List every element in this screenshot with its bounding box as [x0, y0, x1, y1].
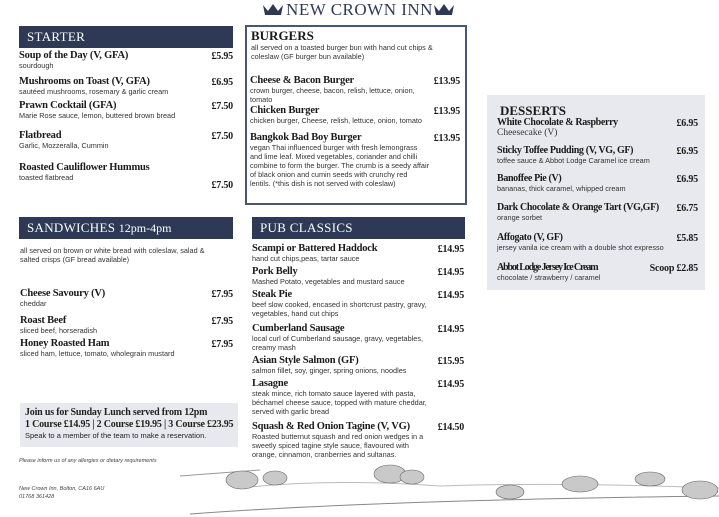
item-name: Bangkok Bad Boy Burger — [250, 132, 362, 143]
menu-item — [252, 378, 434, 416]
pub-classics-header — [252, 217, 465, 239]
item-description: sliced beef, horseradish — [20, 326, 98, 335]
item-description: sautéed mushrooms, rosemary & garlic cream — [19, 87, 169, 96]
item-description: steak mince, rich tomato sauce layered with pasta, béchamel cheese sauce, topped with mature cheddar, served with garlic bread — [252, 389, 427, 416]
item-name: Asian Style Salmon (GF) — [252, 355, 359, 366]
menu-item — [250, 75, 430, 104]
item-name: Dark Chocolate & Orange Tart (VG,GF) — [497, 202, 659, 213]
item-description: Marie Rose sauce, lemon, buttered brown bread — [19, 111, 176, 120]
item-description: sourdough — [19, 61, 54, 70]
item-name: Cumberland Sausage — [252, 323, 345, 334]
item-name: Affogato (V, GF) — [497, 232, 563, 243]
item-price: £6.95 — [676, 174, 698, 185]
item-name: Pork Belly — [252, 266, 298, 277]
item-description: chocolate / strawberry / caramel — [497, 273, 601, 282]
item-price: £7.95 — [211, 339, 233, 350]
menu-item — [19, 76, 203, 96]
crown-icon — [433, 3, 455, 17]
item-price: £14.95 — [437, 290, 464, 301]
item-price: £7.50 — [211, 131, 233, 142]
menu-item — [250, 105, 430, 125]
starter-header — [19, 26, 233, 48]
sandwiches-intro: all served on brown or white bread with coleslaw, salad & salted crisps (GF bread available) — [20, 246, 205, 264]
item-price: £13.95 — [433, 76, 460, 87]
item-name: Roasted Cauliflower Hummus — [19, 162, 150, 173]
menu-item — [19, 50, 203, 70]
menu-item — [497, 232, 668, 252]
item-description: toffee sauce & Abbot Lodge Caramel ice cream — [497, 156, 650, 165]
item-name: Banoffee Pie (V) — [497, 173, 562, 184]
menu-item — [252, 243, 434, 263]
menu-item — [252, 355, 434, 375]
item-price: £6.95 — [211, 77, 233, 88]
item-price: £6.95 — [676, 118, 698, 129]
menu-item — [252, 421, 434, 459]
item-name: Sticky Toffee Pudding (V, VG, GF) — [497, 145, 634, 156]
item-description: salmon fillet, soy, ginger, spring onions, noodles — [252, 366, 407, 375]
item-price: £7.50 — [211, 180, 233, 191]
item-description: crown burger, cheese, bacon, relish, lettuce, onion, tomato — [250, 86, 415, 104]
menu-item — [19, 130, 203, 150]
item-name: Prawn Cocktail (GFA) — [19, 100, 117, 111]
burgers-intro: all served on a toasted burger bun with hand cut chips & coleslaw (GF burger bun available) — [251, 43, 433, 61]
menu-item — [252, 266, 434, 286]
sunday-reservation-note: Speak to a member of the team to make a reservation. — [25, 431, 207, 440]
menu-item — [20, 315, 203, 335]
item-name: Scampi or Battered Haddock — [252, 243, 378, 254]
restaurant-name: NEW CROWN INN — [286, 0, 433, 19]
sandwiches-hours: 12pm-4pm — [118, 221, 172, 235]
item-price: £13.95 — [433, 133, 460, 144]
item-price: £14.95 — [437, 267, 464, 278]
item-description: cheddar — [20, 299, 47, 308]
item-description: orange sorbet — [497, 213, 543, 222]
item-name: Soup of the Day (V, GFA) — [19, 50, 129, 61]
menu-item — [497, 117, 668, 138]
desserts-heading: DESSERTS — [500, 103, 567, 118]
item-description: beef slow cooked, encased in shortcrust pastry, gravy, vegetables, hand cut chips — [252, 300, 427, 318]
crown-icon — [262, 3, 284, 17]
item-name: Cheese & Bacon Burger — [250, 75, 354, 86]
pub-classics-heading: PUB CLASSICS — [260, 220, 353, 235]
item-description: vegan Thai influenced burger with fresh lemongrass and lime leaf. Mixed vegetables, coriander and chilli combine to form the burger. The crumb is a seedy affair of black onion and cumin seeds with crunchy red lentils. (*this dish is not served with coleslaw) — [250, 143, 429, 188]
menu-item — [19, 100, 203, 120]
item-name: Flatbread — [19, 130, 62, 141]
item-price: £14.95 — [437, 244, 464, 255]
burgers-heading: BURGERS — [251, 28, 314, 43]
item-price: Scoop £2.85 — [649, 263, 698, 274]
item-price: £7.95 — [211, 289, 233, 300]
item-name: Squash & Red Onion Tagine (V, VG) — [252, 421, 410, 432]
landscape-illustration — [180, 462, 719, 517]
item-name: Mushrooms on Toast (V, GFA) — [19, 76, 150, 87]
item-name: Roast Beef — [20, 315, 67, 326]
item-description: local curl of Cumberland sausage, gravy, vegetables, creamy mash — [252, 334, 424, 352]
menu-item — [19, 162, 203, 182]
phone: 01768 361428 — [19, 494, 55, 500]
item-description: Cheesecake (V) — [497, 128, 558, 138]
item-description: jersey vanila ice cream with a double shot expresso — [497, 243, 664, 252]
starter-heading: STARTER — [27, 29, 86, 44]
item-price: £5.85 — [676, 233, 698, 244]
allergy-note: Please inform us of any allergies or dietary requirements — [19, 458, 157, 464]
item-name: Lasagne — [252, 378, 288, 389]
item-description: Roasted butternut squash and red onion wedges in a sweetly spiced tagine style sauce, flavoured with orange, cinnamon, cranberries and sultanas. — [252, 432, 424, 459]
menu-item — [20, 338, 203, 358]
item-description: hand cut chips,peas, tartar sauce — [252, 254, 360, 263]
item-name: White Chocolate & Raspberry — [497, 117, 618, 128]
sandwiches-heading: SANDWICHES — [27, 220, 116, 235]
item-description: Garlic, Mozzeralla, Cummin — [19, 141, 109, 150]
address: New Crown Inn, Bolton, CA16 6AU — [19, 486, 105, 492]
menu-item — [252, 323, 434, 352]
menu-item — [497, 262, 668, 282]
item-price: £6.75 — [676, 203, 698, 214]
sunday-prices: 1 Course £14.95 | 2 Course £19.95 | 3 Course £23.95 — [25, 419, 234, 430]
sunday-line-1: Join us for Sunday Lunch served from 12pm — [25, 407, 208, 418]
item-price: £14.95 — [437, 324, 464, 335]
item-name: Honey Roasted Ham — [20, 338, 110, 349]
item-price: £7.50 — [211, 101, 233, 112]
sandwiches-header — [19, 217, 233, 239]
item-price: £7.95 — [211, 316, 233, 327]
menu-item — [20, 288, 203, 308]
item-price: £14.50 — [437, 422, 464, 433]
item-name: Chicken Burger — [250, 105, 320, 116]
item-price: £13.95 — [433, 106, 460, 117]
menu-item — [497, 173, 668, 193]
sunday-lunch-box — [20, 403, 238, 447]
item-price: £14.95 — [437, 379, 464, 390]
item-price: £5.95 — [211, 51, 233, 62]
page-title — [0, 0, 719, 20]
item-description: toasted flatbread — [19, 173, 74, 182]
menu-item — [497, 145, 668, 165]
item-name: Abbot Lodge Jersey Ice Cream — [497, 262, 598, 273]
item-name: Cheese Savoury (V) — [20, 288, 106, 299]
item-price: £6.95 — [676, 146, 698, 157]
menu-item — [497, 202, 668, 222]
item-name: Steak Pie — [252, 289, 292, 300]
item-description: Mashed Potato, vegetables and mustard sauce — [252, 277, 405, 286]
menu-item — [250, 132, 430, 188]
item-description: sliced ham, lettuce, tomato, wholegrain mustard — [20, 349, 175, 358]
item-description: chicken burger, Cheese, relish, lettuce, onion, tomato — [250, 116, 422, 125]
item-price: £15.95 — [437, 356, 464, 367]
menu-item — [252, 289, 434, 318]
item-description: bananas, thick caramel, whipped cream — [497, 184, 626, 193]
